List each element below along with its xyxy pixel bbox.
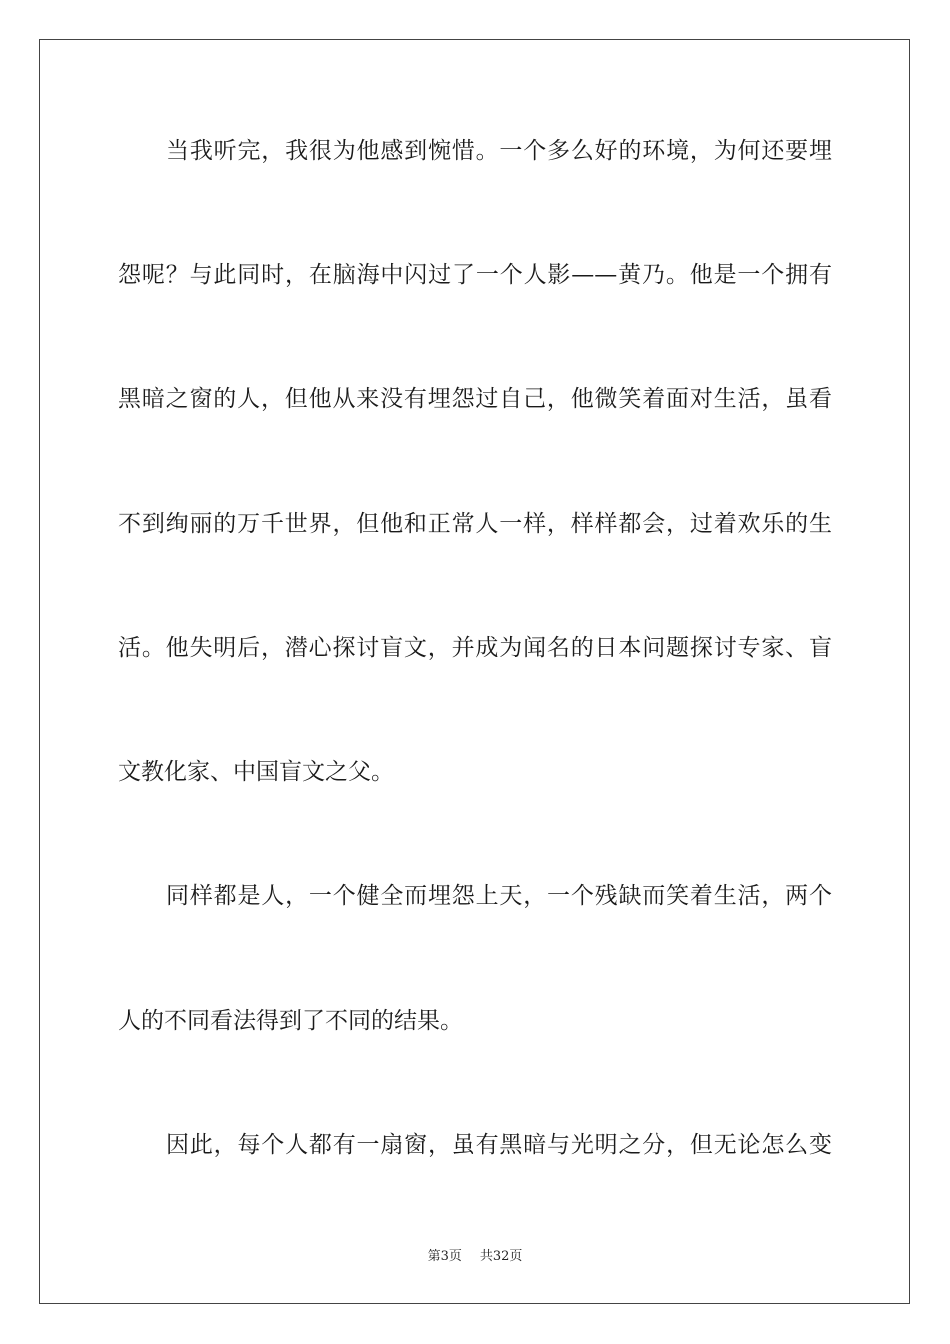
paragraph-1-line-2: 怨呢？与此同时，在脑海中闪过了一个人影——黄乃。他是一个拥有	[118, 262, 832, 288]
paragraph-1-line-4: 不到绚丽的万千世界，但他和正常人一样，样样都会，过着欢乐的生	[118, 511, 832, 537]
paragraph-1-line-3: 黑暗之窗的人，但他从来没有埋怨过自己，他微笑着面对生活，虽看	[118, 386, 832, 412]
paragraph-2-line-2: 人的不同看法得到了不同的结果。	[118, 1008, 463, 1034]
page-border	[39, 39, 910, 1304]
paragraph-1-line-5: 活。他失明后，潜心探讨盲文，并成为闻名的日本问题探讨专家、盲	[118, 635, 832, 661]
paragraph-1-line-6: 文教化家、中国盲文之父。	[118, 759, 394, 785]
paragraph-2-line-1: 同样都是人，一个健全而埋怨上天，一个残缺而笑着生活，两个	[166, 883, 832, 909]
page-total: 共32页	[479, 1249, 523, 1264]
page-footer	[0, 1248, 950, 1266]
paragraph-3-line-1: 因此，每个人都有一扇窗，虽有黑暗与光明之分，但无论怎么变	[166, 1132, 832, 1158]
page-number: 第3页	[427, 1249, 462, 1264]
paragraph-1-line-1: 当我听完，我很为他感到惋惜。一个多么好的环境，为何还要埋	[166, 138, 832, 164]
